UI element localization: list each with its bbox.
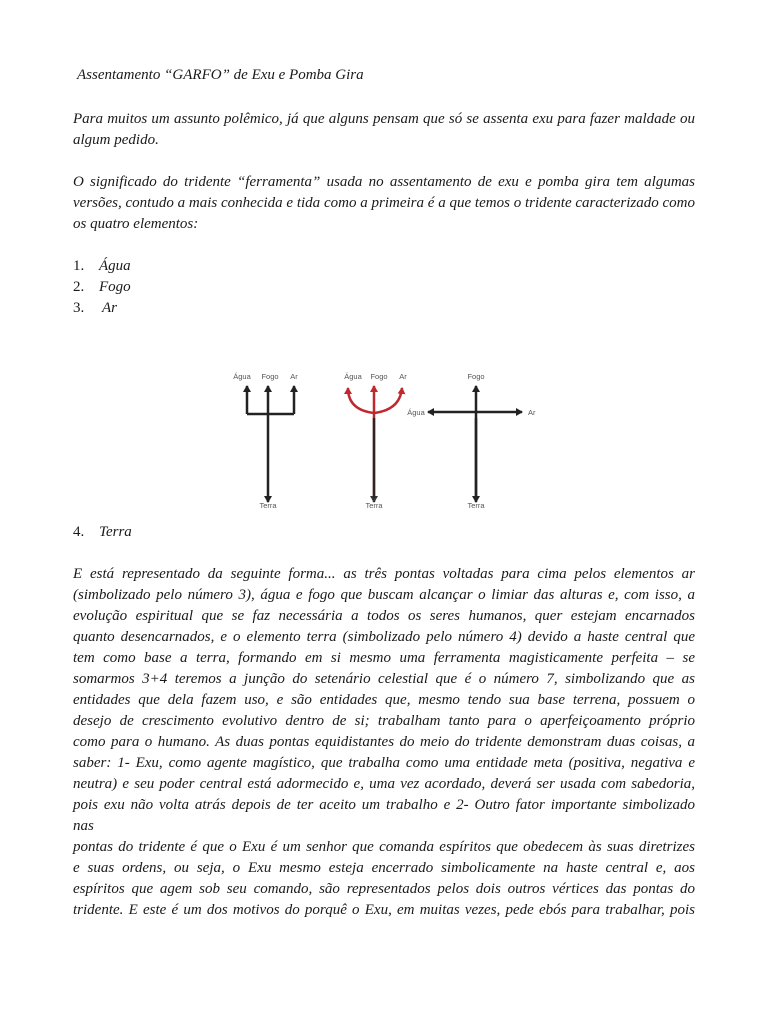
trident1-label-ar: Ar [290, 372, 298, 381]
trident2-label-agua: Água [344, 372, 362, 381]
elements-list [73, 256, 131, 319]
text-line: espíritos que agem sob seu comando, são representados pelos dois outros vértices das pontas do [73, 881, 695, 897]
paragraph-intro: Para muitos um assunto polêmico, já que alguns pensam que só se assenta exu para fazer maldade ou algum pedido. [73, 111, 695, 148]
text-line: nas [73, 818, 94, 834]
cross-label-agua: Água [407, 408, 425, 417]
list-item [73, 256, 131, 277]
text-line: somarmos 3+4 teremos a junção do setenário celestial que é o número 7, simbolizando que as [73, 671, 695, 687]
trident1-label-terra: Terra [259, 501, 277, 510]
trident1-label-agua: Água [233, 372, 251, 381]
text-line: e suas ordens, ou seja, o Exu mesmo esteja encerrado simbolicamente na haste central e, aos [73, 860, 695, 876]
trident-red-icon [344, 372, 407, 510]
list-label: Ar [102, 300, 117, 316]
cross-label-terra: Terra [467, 501, 485, 510]
text-line: pois exu não volta atrás depois de ter aceito um trabalho e 2- Outro fator importante simbolizado [73, 797, 695, 813]
cross-label-fogo: Fogo [467, 372, 485, 381]
list-label: Água [99, 258, 131, 274]
text-line: quanto desencarnados, e o elemento terra (simbolizado pelo número 4) devido a haste central que [73, 629, 695, 645]
list-item [73, 298, 131, 319]
text-line: desejo de crescimento evolutivo dentro de si; trabalham tanto para o aperfeiçoamento próprio [73, 713, 695, 729]
trident1-label-fogo: Fogo [261, 372, 279, 381]
text-line: tridente. E este é um dos motivos do porquê o Exu, em muitas vezes, pede ebós para trabalhar, pois [73, 902, 695, 918]
list-number: 2. [73, 279, 85, 295]
text-line: neutra) e seu poder central está adormecido e, uma vez acordado, deverá ser usada com sabedoria, [73, 776, 695, 792]
document-title: Assentamento “GARFO” de Exu e Pomba Gira [77, 67, 364, 83]
trident2-label-fogo: Fogo [370, 372, 388, 381]
cross-label-ar: Ar [528, 408, 536, 417]
trident2-label-terra: Terra [365, 501, 383, 510]
text-line: E está representado da seguinte forma... as três pontas voltadas para cima pelos elementos ar [73, 566, 695, 582]
list-number: 1. [73, 258, 85, 274]
trident-black-icon [233, 372, 298, 510]
text-line: (simbolizado pelo número 3), água e fogo que buscam alcançar o limiar das alturas e, com isso, a [73, 587, 695, 603]
paragraph-trident-meaning: O significado do tridente “ferramenta” usada no assentamento de exu e pomba gira tem algumas versões, contudo a mais conhecida e tida como a primeira é a que temos o tridente caracterizado como os quatro elementos: [73, 174, 695, 232]
text-line: evolução espiritual que se faz necessária a todos os seres humanos, quer estejam encarnados [73, 608, 695, 624]
list-item-terra [73, 522, 132, 543]
paragraph-explanation [73, 564, 695, 921]
text-line: entidades que dela fazem uso, e são entidades que, mesmo tendo sua base terrena, possuem o [73, 692, 695, 708]
list-label: Terra [99, 524, 132, 540]
list-item [73, 277, 131, 298]
text-line: como para o humano. As duas pontas equidistantes do meio do tridente demonstram duas coisas, a [73, 734, 695, 750]
text-line: tem como base a terra, formando em si mesmo uma ferramenta magisticamente perfeita – se [73, 650, 695, 666]
text-line: pontas do tridente é que o Exu é um senhor que comanda espíritos que obedecem às suas diretrizes [73, 839, 695, 855]
text-line: saber: 1- Exu, como agente magístico, que trabalha como uma entidade meta (positiva, negativa e [73, 755, 695, 771]
trident-diagram [210, 358, 564, 510]
trident2-label-ar: Ar [399, 372, 407, 381]
cross-icon [407, 372, 536, 510]
list-number: 4. [73, 524, 85, 540]
list-label: Fogo [99, 279, 131, 295]
list-number: 3. [73, 300, 85, 316]
